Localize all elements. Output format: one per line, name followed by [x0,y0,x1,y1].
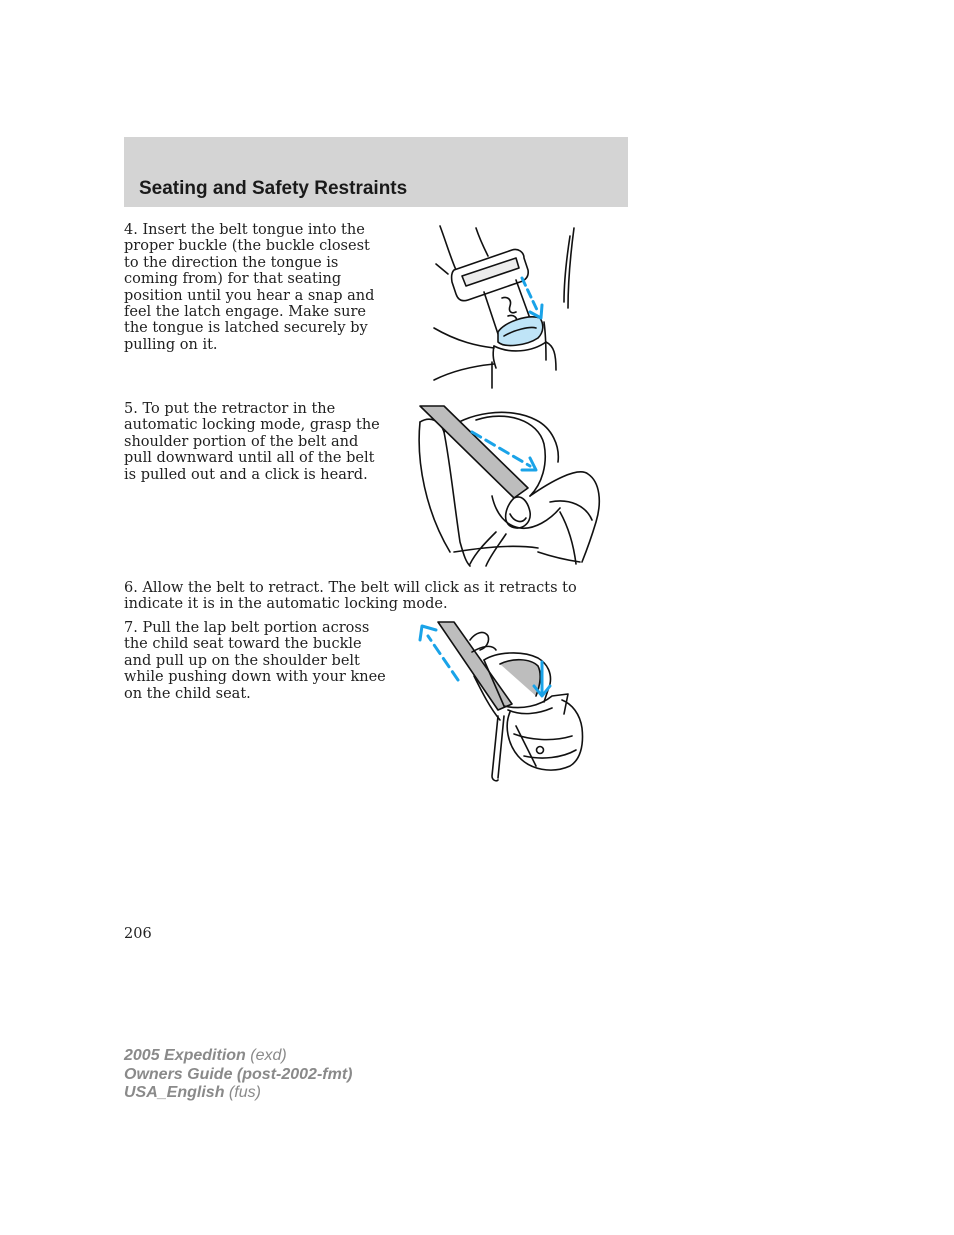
belt-tongue-insert-illustration-icon [418,222,618,390]
section-title: Seating and Safety Restraints [139,178,408,199]
step-5-text: 5. To put the retractor in the automatic locking mode, grasp the shoulder portion of the belt and pull downward until all of the belt is pulled out and a click is heard. [124,401,380,483]
step-6-text: 6. Allow the belt to retract. The belt will click as it retracts to indicate it is in the automatic locking mode. [124,580,577,613]
page-number: 206 [124,926,152,942]
document-footer [124,1047,352,1103]
shoulder-belt-pull-illustration-icon [410,402,610,568]
footer-line-1: 2005 Expedition (exd) [124,1047,287,1064]
section-header [124,137,628,207]
step-7-text: 7. Pull the lap belt portion across the child seat toward the buckle and pull up on the shoulder belt while pushing down with your knee on the child seat. [124,620,386,702]
child-seat-lap-belt-illustration-icon [412,616,592,784]
step-4-text: 4. Insert the belt tongue into the proper buckle (the buckle closest to the direction the tongue is coming from) for that seating position until you hear a snap and feel the latch engage. Make sure the tongue is latched securely by pulling on it. [124,222,375,353]
footer-line-3: USA_English (fus) [124,1084,261,1101]
footer-line-2: Owners Guide (post-2002-fmt) [124,1065,353,1083]
